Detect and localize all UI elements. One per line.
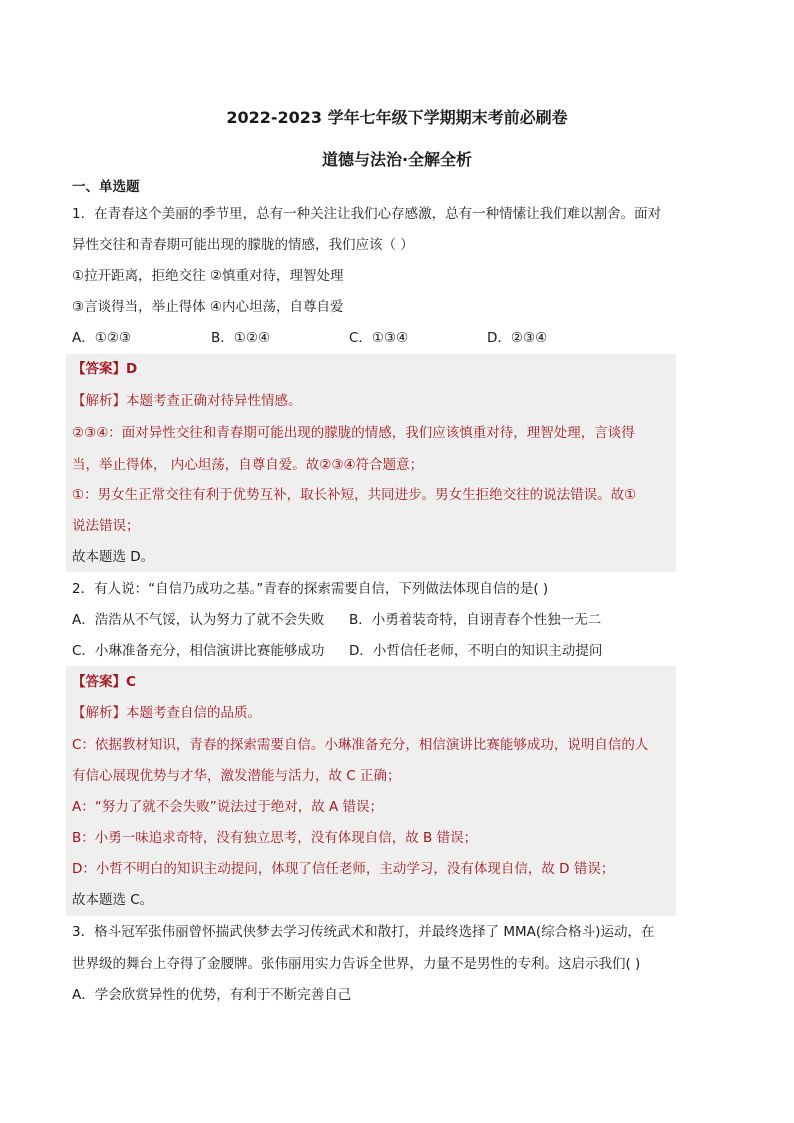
q2-analysis-line-4: A：“努力了就不会失败”说法过于绝对，故 A 错误； [72, 799, 384, 815]
q3-stem-line-1: 3．格斗冠军张伟丽曾怀揣武侠梦去学习传统武术和散打，并最终选择了 MMA(综合格斗)运动，在 [72, 924, 655, 940]
q1-analysis-line-1: 【解析】本题考查正确对待异性情感。 [72, 393, 302, 409]
q1-analysis-line-5: 说法错误； [72, 518, 140, 534]
q1-analysis-line-4: ①：男女生正常交往有利于优势互补，取长补短，共同进步。男女生拒绝交往的说法错误。故① [72, 487, 637, 503]
q1-item-line-2: ③言谈得当，举止得体 ④内心坦荡，自尊自爱 [72, 299, 344, 315]
q2-analysis-line-3: 有信心展现优势与才华，激发潜能与活力，故 C 正确； [72, 768, 401, 784]
q2-analysis-line-5: B：小勇一味追求奇特，没有独立思考，没有体现自信，故 B 错误； [72, 830, 478, 846]
q3-option-a: A．学会欣赏异性的优势，有利于不断完善自己 [72, 987, 352, 1003]
q2-answer: 【答案】C [72, 674, 136, 690]
q2-option-b: B．小勇着装奇特，自诩青春个性独一无二 [349, 612, 602, 628]
q1-conclusion: 故本题选 D。 [72, 549, 155, 565]
q1-option-d: D．②③④ [487, 330, 548, 346]
q1-analysis-line-2: ②③④：面对异性交往和青春期可能出现的朦胧的情感，我们应该慎重对待，理智处理，言谈得 [72, 425, 635, 441]
document-title: 2022-2023 学年七年级下学期期末考前必刷卷 [226, 108, 568, 127]
q2-analysis-line-1: 【解析】本题考查自信的品质。 [72, 705, 261, 721]
q2-option-a: A．浩浩从不气馁，认为努力了就不会失败 [72, 612, 325, 628]
q2-option-c: C．小琳准备充分，相信演讲比赛能够成功 [72, 643, 325, 659]
q2-option-d: D．小哲信任老师，不明白的知识主动提问 [349, 643, 603, 659]
q3-stem-line-2: 世界级的舞台上夺得了金腰牌。张伟丽用实力告诉全世界，力量不是男性的专利。这启示我们( ) [72, 956, 641, 972]
q2-conclusion: 故本题选 C。 [72, 892, 154, 908]
q1-answer: 【答案】D [72, 361, 138, 377]
q1-analysis-line-3: 当，举止得体， 内心坦荡，自尊自爱。故②③④符合题意； [72, 457, 424, 473]
q2-analysis-line-2: C：依据教材知识，青春的探索需要自信。小琳准备充分，相信演讲比赛能够成功，说明自信的人 [72, 737, 649, 753]
section-heading: 一、单选题 [72, 179, 140, 195]
q1-stem-line-1: 1．在青春这个美丽的季节里，总有一种关注让我们心存感激，总有一种情愫让我们难以割舍。面对 [72, 206, 662, 222]
q1-option-b: B．①②④ [211, 330, 271, 346]
q2-analysis-line-6: D：小哲不明白的知识主动提问，体现了信任老师，主动学习，没有体现自信，故 D 错误； [72, 861, 615, 877]
q2-stem: 2．有人说：“自信乃成功之基。”青春的探索需要自信，下列做法体现自信的是( ) [72, 581, 549, 597]
q1-option-c: C．①③④ [349, 330, 409, 346]
document-subtitle: 道德与法治·全解全析 [321, 150, 473, 169]
q1-option-a: A．①②③ [72, 330, 132, 346]
q1-item-line-1: ①拉开距离，拒绝交往 ②慎重对待，理智处理 [72, 268, 344, 284]
q1-stem-line-2: 异性交往和青春期可能出现的朦胧的情感，我们应该（ ） [72, 237, 414, 253]
